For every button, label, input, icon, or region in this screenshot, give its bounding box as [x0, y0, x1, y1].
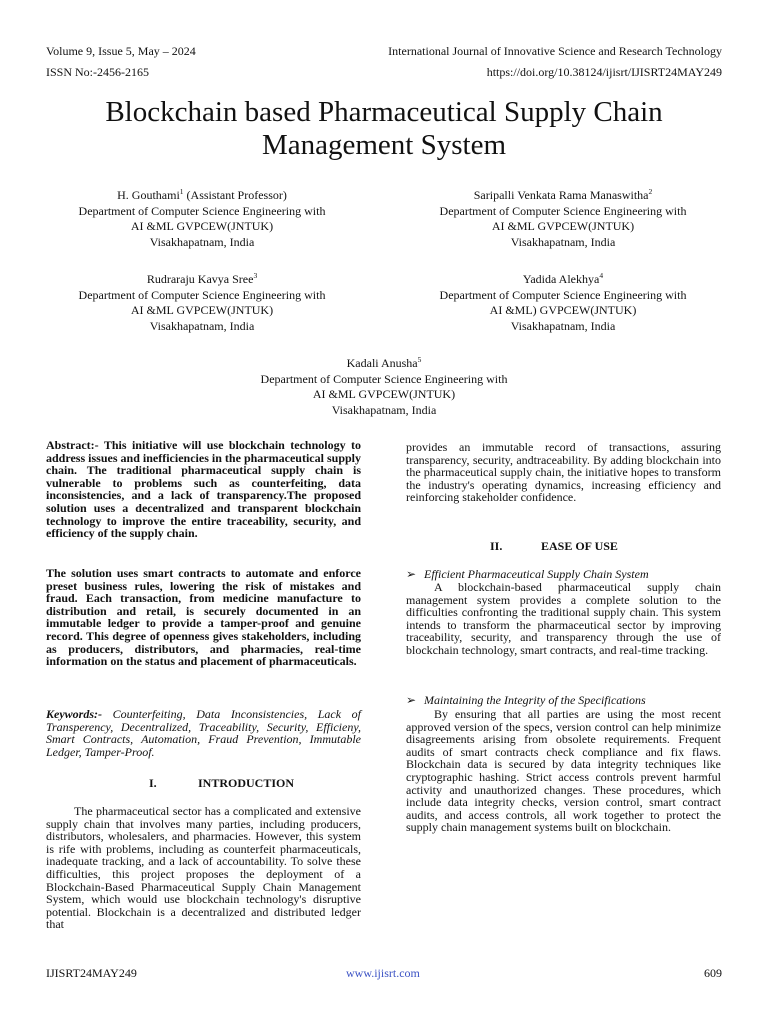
author-dept: Department of Computer Science Engineering with — [439, 203, 687, 218]
author-block — [214, 356, 554, 418]
author-inst: AI &ML GVPCEW(JNTUK) — [312, 387, 456, 401]
abstract-text: This initiative will use blockchain technology to address issues and inefficiencies in the pharmaceutical supply chain. The traditional pharmaceutical supply chain is vulnerable to problems such as counterfeiting, data inconsistencies, and a lack of transparency.The proposed solution uses a decentralized and transparent blockchain technology to improve the entire traceability, security, and efficiency of the supply chain. — [46, 438, 361, 541]
footer-site-link[interactable]: www.ijisrt.com — [346, 966, 420, 980]
author-block — [393, 272, 733, 334]
volume-info: Volume 9, Issue 5, May – 2024 — [46, 44, 196, 58]
subsection-text: By ensuring that all parties are using the most recent approved version of the specs, version control can help minimize disagreements arising from obsolete requirements. Frequent audits of smart contracts check compliance and fix flaws. Blockchain data is secured by data integrity techniques like cryptographic hashing. Strict access controls prevent harmful activity and unauthorized changes. These procedures, which include data integrity checks, version control, smart contract audits, and access controls, all work together to protect the supply chain management systems built on blockchain. — [406, 707, 721, 835]
section-heading: EASE OF USE — [541, 539, 618, 553]
author-loc: Visakhapatnam, India — [510, 234, 616, 249]
author-inst: AI &ML GVPCEW(JNTUK) — [130, 303, 274, 317]
title-line-2: Management System — [261, 129, 507, 161]
paper-title — [40, 96, 728, 162]
arrow-bullet-icon: ➢ — [406, 567, 417, 581]
issn: ISSN No:-2456-2165 — [46, 65, 150, 79]
subsection-title: ➢ Maintaining the Integrity of the Specifications — [406, 693, 646, 707]
abstract — [46, 439, 361, 540]
keywords — [46, 708, 361, 758]
author-block — [32, 272, 372, 334]
journal-name: International Journal of Innovative Science and Research Technology — [388, 44, 722, 58]
section-number: II. — [490, 539, 503, 553]
section-heading: INTRODUCTION — [198, 776, 295, 790]
author-block — [32, 188, 372, 250]
page-number: 609 — [704, 966, 722, 980]
arrow-bullet-icon: ➢ — [406, 693, 417, 707]
author-loc: Visakhapatnam, India — [510, 318, 616, 333]
footer-paper-id: IJISRT24MAY249 — [46, 966, 137, 980]
author-block — [393, 188, 733, 250]
author-name: Rudraraju Kavya Sree$^3$ — [146, 271, 258, 286]
author-name: H. Gouthami$^1$ (Assistant Professor) — [117, 187, 287, 202]
abstract-para-2: The solution uses smart contracts to automate and enforce preset business rules, lowering the risk of mistakes and fraud. Each transaction, from medicine manufacture to distribution and retail, is securely documented in an immutable ledger to provide a tamper-proof and genuine record. This degree of openness gives stakeholders, including as producers, distributors, and pharmacies, real-time information on the status and placement of pharmaceuticals. — [46, 566, 361, 669]
intro-text: The pharmaceutical sector has a complicated and extensive supply chain that involves many parties, including producers, distributors, wholesalers, and pharmacies. However, this system is rife with problems, including as counterfeit pharmaceuticals, inadequate tracking, and a lack of accountability. To solve these difficulties, this project proposes the deployment of a Blockchain-Based Pharmaceutical Supply Chain Management System, which would use blockchain technology's disruptive potential. Blockchain is a decentralized and distributed ledger that — [46, 804, 361, 932]
author-dept: Department of Computer Science Engineering with — [78, 203, 326, 218]
section-number: I. — [149, 776, 157, 790]
doi-link[interactable]: https://doi.org/10.38124/ijisrt/IJISRT24MAY249 — [486, 65, 722, 79]
author-name: Yadida Alekhya$^4$ — [522, 271, 604, 286]
author-loc: Visakhapatnam, India — [149, 234, 255, 249]
author-dept: Department of Computer Science Engineering with — [260, 371, 508, 386]
author-inst: AI &ML) GVPCEW(JNTUK) — [489, 303, 637, 317]
keywords-label: Keywords:- — [46, 707, 102, 721]
author-dept: Department of Computer Science Engineering with — [78, 287, 326, 302]
author-inst: AI &ML GVPCEW(JNTUK) — [491, 219, 635, 233]
author-name: Kadali Anusha$^5$ — [346, 355, 422, 370]
intro-continued: provides an immutable record of transactions, assuring transparency, security, andtraceability. By adding blockchain into the pharmaceutical supply chain, the initiative hopes to transform the industry's operating dynamics, increasing efficiency and reinforcing stakeholder confidence. — [406, 440, 721, 505]
author-inst: AI &ML GVPCEW(JNTUK) — [130, 219, 274, 233]
author-name: Saripalli Venkata Rama Manaswitha$^2$ — [473, 187, 653, 202]
subsection-text: A blockchain-based pharmaceutical supply chain management system provides a complete solution to the difficulties confronting the traditional supply chain. This system intends to transform the pharmaceutical sector by improving traceability, security, and transparency through the use of blockchain technology, smart contracts, and real-time tracking. — [406, 580, 721, 657]
abstract-label: Abstract:- — [46, 438, 99, 452]
title-line-1: Blockchain based Pharmaceutical Supply Chain — [105, 96, 663, 128]
keywords-text: Counterfeiting, Data Inconsistencies, Lack of Transperency, Decentralized, Traceability, Security, Efficieny, Smart Contracts, Automation, Fraud Prevention, Immutable Ledger, Tamper-Proof. — [46, 707, 361, 759]
author-loc: Visakhapatnam, India — [149, 318, 255, 333]
author-loc: Visakhapatnam, India — [331, 402, 437, 417]
subsection-title: ➢ Efficient Pharmaceutical Supply Chain System — [406, 567, 649, 581]
author-dept: Department of Computer Science Engineering with — [439, 287, 687, 302]
